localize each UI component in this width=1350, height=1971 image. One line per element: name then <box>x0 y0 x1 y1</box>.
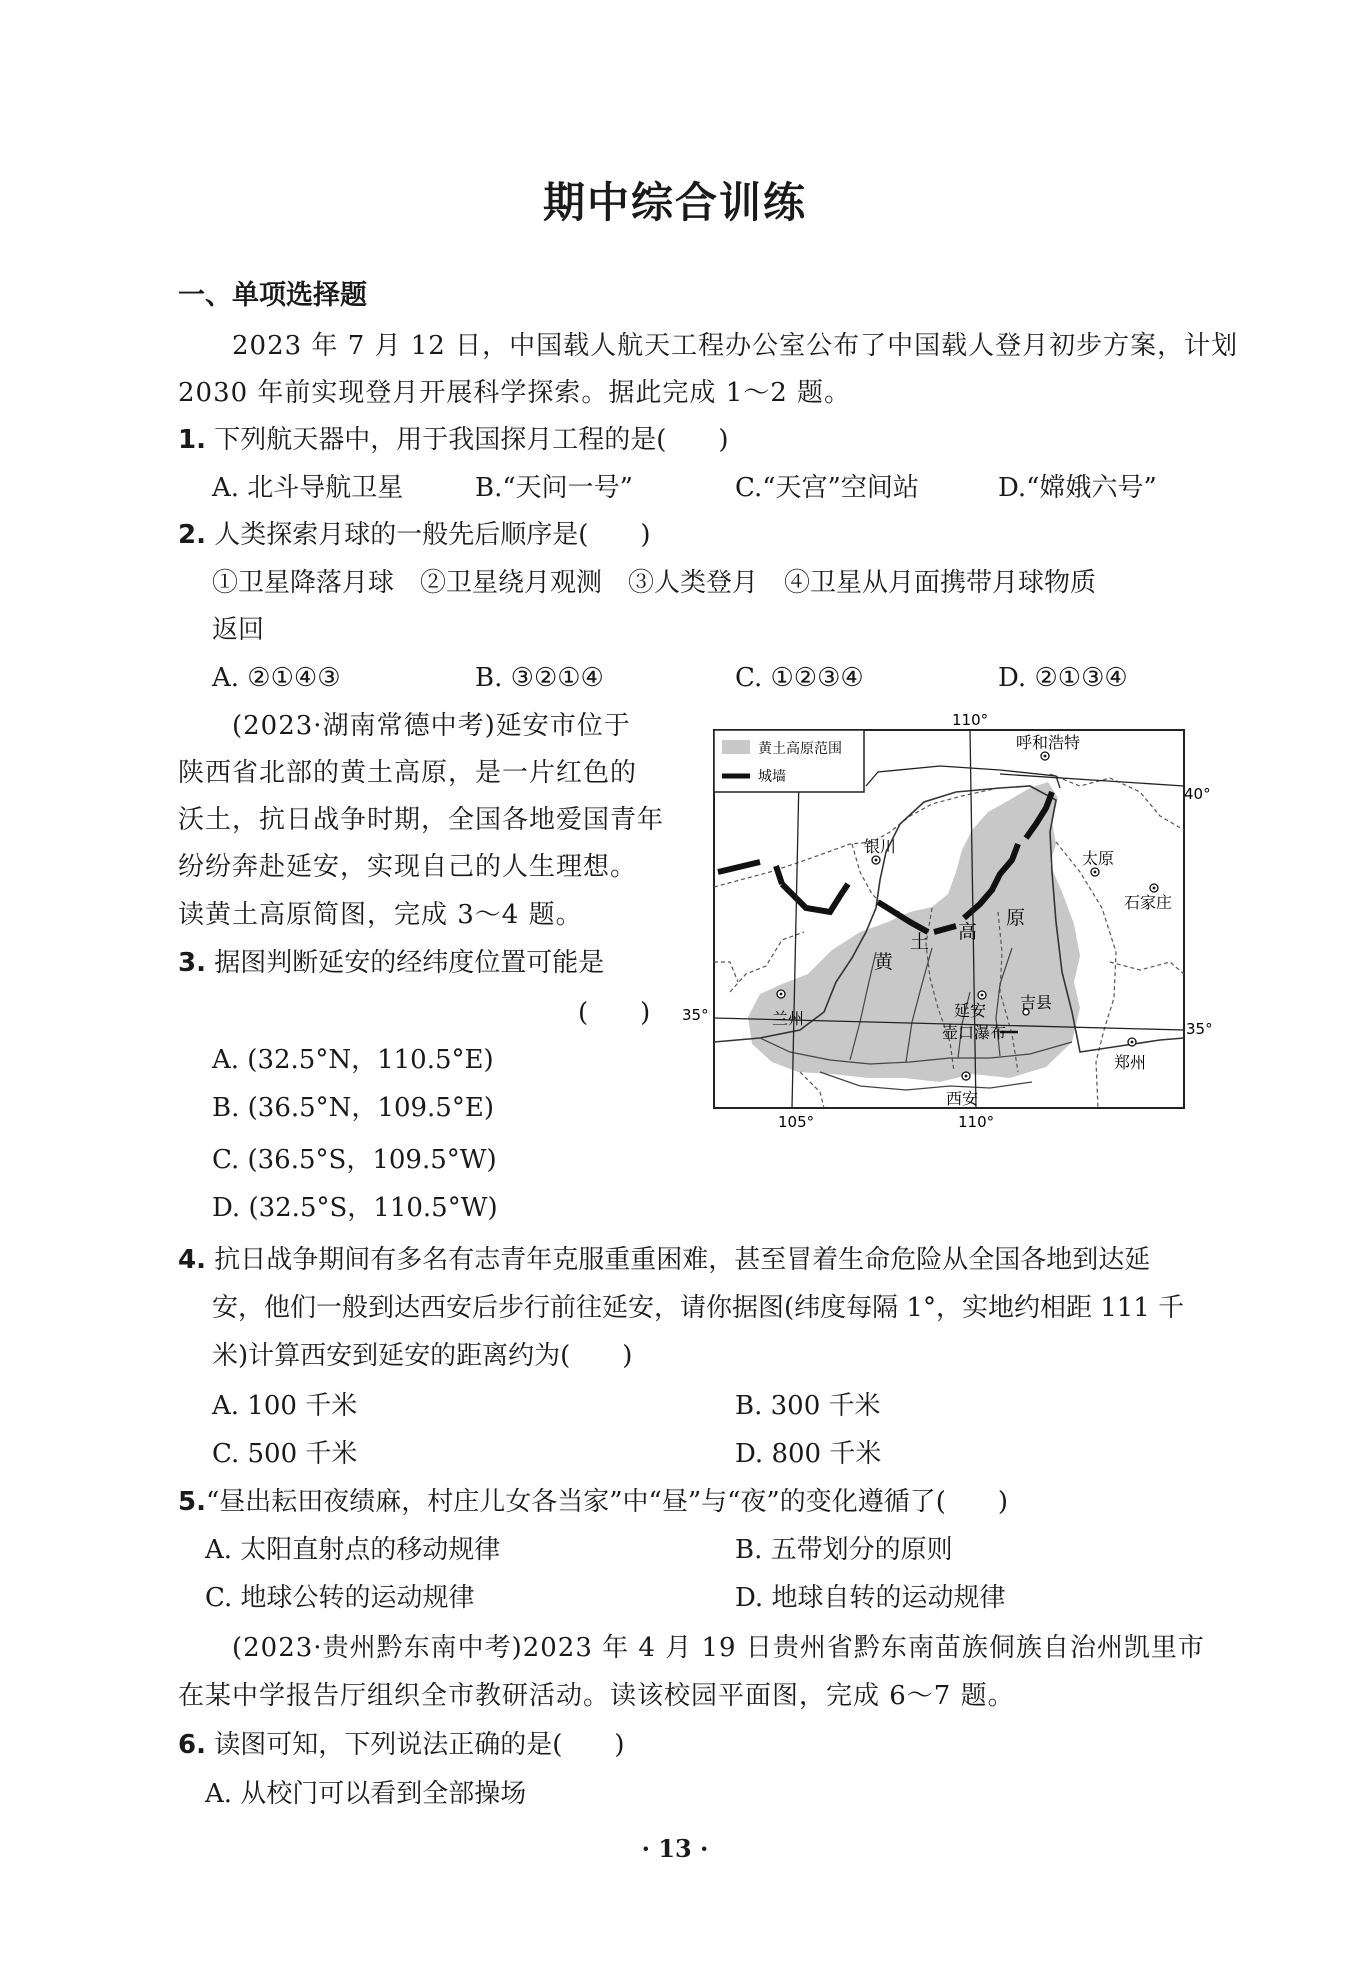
q4-stem-line-3: 米)计算西安到延安的距离约为( ) <box>212 1341 633 1371</box>
question-2 <box>178 517 651 553</box>
q4-stem-line-2: 安，他们一般到达西安后步行前往延安，请你据图(纬度每隔 1°，实地约相距 111 千 <box>212 1293 1185 1323</box>
q2-sequence-items-cont: 返回 <box>212 615 265 645</box>
city-taiyuan: 太原 <box>1082 849 1115 868</box>
question-number: 4. <box>178 1245 206 1275</box>
city-yinchuan: 银川 <box>864 837 897 856</box>
q4-option-b: B. 300 千米 <box>735 1391 881 1421</box>
question-6 <box>178 1727 625 1763</box>
q5-option-d: D. 地球自转的运动规律 <box>735 1583 1006 1613</box>
q4-option-c: C. 500 千米 <box>212 1439 358 1469</box>
q5-option-c: C. 地球公转的运动规律 <box>205 1583 475 1613</box>
q4-option-d: D. 800 千米 <box>735 1439 882 1469</box>
q1-option-a: A. 北斗导航卫星 <box>212 473 404 503</box>
intro-paragraph-2-line-2: 陕西省北部的黄土高原，是一片红色的 <box>178 758 638 788</box>
intro-paragraph-2-line-5: 读黄土高原简图，完成 3～4 题。 <box>178 900 583 930</box>
q3-option-b: B. (36.5°N，109.5°E) <box>212 1093 494 1123</box>
question-number: 6. <box>178 1730 206 1760</box>
lon-label-top: 110° <box>952 711 989 729</box>
intro-paragraph-1-line-1: 2023 年 7 月 12 日，中国载人航天工程办公室公布了中国载人登月初步方案，计划 <box>232 331 1239 361</box>
city-hukou-waterfall: 壶口瀑布 <box>942 1023 1007 1042</box>
q2-option-d: D. ②①③④ <box>998 663 1128 693</box>
intro-paragraph-3-line-2: 在某中学报告厅组织全市教研活动。读该校园平面图，完成 6～7 题。 <box>178 1681 1015 1711</box>
city-yanan: 延安 <box>954 1001 987 1020</box>
q1-option-d: D.“嫦娥六号” <box>998 473 1157 503</box>
legend-wall-label: 城墙 <box>758 769 786 785</box>
legend-plateau-swatch <box>722 740 750 754</box>
question-number: 2. <box>178 520 206 550</box>
lon-label-bottom-left: 105° <box>778 1113 815 1131</box>
question-number: 5. <box>178 1487 206 1517</box>
q3-option-c: C. (36.5°S，109.5°W) <box>212 1145 497 1175</box>
plateau-char-4: 原 <box>1006 907 1026 929</box>
question-number: 3. <box>178 948 206 978</box>
plateau-char-3: 高 <box>958 921 978 943</box>
question-4 <box>178 1242 1150 1278</box>
city-xian: 西安 <box>946 1089 979 1108</box>
question-1 <box>178 422 729 458</box>
question-5 <box>178 1484 1008 1520</box>
q3-option-d: D. (32.5°S，110.5°W) <box>212 1193 498 1223</box>
question-stem: “昼出耘田夜绩麻，村庄儿女各当家”中“昼”与“夜”的变化遵循了( ) <box>205 1487 1009 1517</box>
plateau-char-1: 黄 <box>874 951 894 973</box>
lon-label-bottom-right: 110° <box>958 1113 995 1131</box>
q5-option-a: A. 太阳直射点的移动规律 <box>205 1535 501 1565</box>
plateau-char-2: 土 <box>910 931 930 953</box>
map-legend <box>714 730 864 792</box>
q3-answer-paren: ( ) <box>578 998 651 1028</box>
question-stem: 抗日战争期间有多名有志青年克服重重困难，甚至冒着生命危险从全国各地到达延 <box>214 1245 1151 1275</box>
question-stem: 据图判断延安的经纬度位置可能是 <box>214 948 605 978</box>
q6-option-a: A. 从校门可以看到全部操场 <box>205 1779 527 1809</box>
q2-sequence-items: ①卫星降落月球 ②卫星绕月观测 ③人类登月 ④卫星从月面携带月球物质 <box>212 568 1097 598</box>
intro-paragraph-3-line-1: (2023·贵州黔东南中考)2023 年 4 月 19 日贵州省黔东南苗族侗族自治州凯里市 <box>232 1633 1205 1663</box>
question-stem: 读图可知，下列说法正确的是( ) <box>214 1730 625 1760</box>
lat-label-35-left: 35° <box>682 1006 709 1024</box>
city-shijiazhuang: 石家庄 <box>1124 893 1173 912</box>
question-3 <box>178 945 604 981</box>
city-zhengzhou: 郑州 <box>1114 1053 1147 1072</box>
question-number: 1. <box>178 425 206 455</box>
city-lanzhou: 兰州 <box>772 1009 805 1028</box>
lat-label-40: 40° <box>1184 785 1211 803</box>
intro-paragraph-1-line-2: 2030 年前实现登月开展科学探索。据此完成 1～2 题。 <box>178 378 852 408</box>
page-number: · 13 · <box>641 1834 709 1863</box>
loess-plateau-map <box>682 711 1213 1137</box>
intro-paragraph-2-line-4: 纷纷奔赴延安，实现自己的人生理想。 <box>178 852 638 882</box>
city-jixian: 吉县 <box>1020 993 1053 1012</box>
q4-option-a: A. 100 千米 <box>212 1391 358 1421</box>
legend-plateau-label: 黄土高原范围 <box>758 741 842 757</box>
lat-label-35-right: 35° <box>1186 1020 1213 1038</box>
city-hohhot: 呼和浩特 <box>1016 733 1081 752</box>
q5-option-b: B. 五带划分的原则 <box>735 1535 953 1565</box>
intro-paragraph-2-line-1: (2023·湖南常德中考)延安市位于 <box>232 711 631 741</box>
section-heading: 一、单项选择题 <box>178 280 367 311</box>
q3-option-a: A. (32.5°N，110.5°E) <box>212 1045 494 1075</box>
q1-option-c: C.“天宫”空间站 <box>735 473 919 503</box>
q2-option-a: A. ②①④③ <box>212 663 341 693</box>
question-stem: 下列航天器中，用于我国探月工程的是( ) <box>214 425 729 455</box>
intro-paragraph-2-line-3: 沃土，抗日战争时期，全国各地爱国青年 <box>178 805 665 835</box>
q2-option-b: B. ③②①④ <box>475 663 604 693</box>
q1-option-b: B.“天问一号” <box>475 473 633 503</box>
q2-option-c: C. ①②③④ <box>735 663 864 693</box>
question-stem: 人类探索月球的一般先后顺序是( ) <box>214 520 651 550</box>
page-title: 期中综合训练 <box>542 178 807 227</box>
